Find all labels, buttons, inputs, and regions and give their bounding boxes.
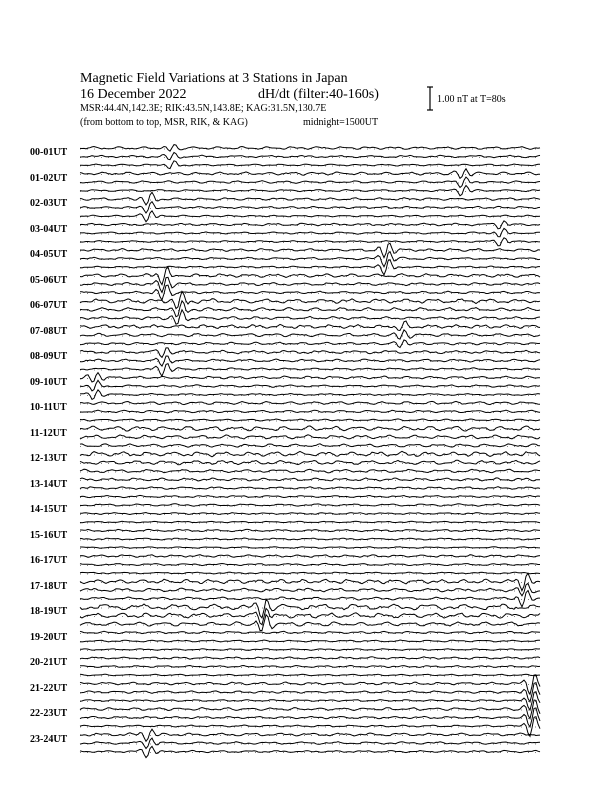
station-trace: [80, 649, 540, 651]
hour-label: 10-11UT: [30, 402, 67, 413]
hour-label: 11-12UT: [30, 427, 67, 439]
station-trace: [80, 243, 540, 257]
station-trace: [80, 615, 540, 631]
station-trace: [80, 469, 540, 473]
station-trace: [80, 563, 540, 565]
hour-label: 18-19UT: [30, 606, 68, 617]
station-trace: [80, 348, 540, 358]
hour-label: 07-08UT: [30, 325, 68, 337]
station-trace: [80, 202, 540, 213]
station-trace: [80, 410, 540, 413]
station-trace: [80, 529, 540, 531]
station-trace: [80, 260, 540, 275]
station-trace: [80, 435, 540, 439]
station-trace: [80, 390, 540, 400]
station-trace: [80, 708, 540, 727]
station-trace: [80, 738, 540, 748]
station-trace: [80, 186, 540, 196]
hour-label: 21-22UT: [30, 682, 68, 694]
station-trace: [80, 152, 540, 159]
station-trace: [80, 301, 540, 317]
station-trace: [80, 573, 540, 590]
station-trace: [80, 640, 540, 642]
station-trace: [80, 211, 540, 222]
station-trace: [80, 310, 540, 324]
scale-bar-icon: [427, 87, 433, 110]
station-trace: [80, 538, 540, 540]
hour-label: 04-05UT: [30, 249, 68, 260]
station-trace: [80, 657, 540, 660]
hour-label: 14-15UT: [30, 504, 68, 515]
hour-label: 12-13UT: [30, 453, 68, 464]
hour-label: 09-10UT: [30, 376, 68, 388]
station-trace: [80, 192, 540, 205]
hour-label: 01-02UT: [30, 172, 68, 184]
hour-label: 08-09UT: [30, 351, 68, 362]
station-trace: [80, 221, 540, 229]
station-trace: [80, 380, 540, 391]
station-trace: [80, 666, 540, 668]
hour-label: 03-04UT: [30, 223, 68, 235]
station-trace: [80, 451, 540, 457]
hour-label: 22-23UT: [30, 708, 68, 719]
station-trace: [80, 169, 540, 179]
station-trace: [80, 444, 540, 447]
station-trace: [80, 674, 540, 676]
station-trace: [80, 521, 540, 523]
hour-label: 00-01UT: [30, 147, 68, 158]
station-trace: [80, 419, 540, 421]
station-trace: [80, 460, 540, 465]
filter-label: dH/dt (filter:40-160s): [258, 87, 379, 102]
hour-label: 23-24UT: [30, 733, 68, 745]
station-trace: [80, 692, 540, 710]
station-list: MSR:44.4N,142.3E; RIK:43.5N,143.8E; KAG:31.5N,130.7E: [80, 103, 327, 114]
station-trace: [80, 487, 540, 490]
station-trace: [80, 277, 540, 292]
station-trace: [80, 746, 540, 757]
hour-label: 17-18UT: [30, 580, 68, 592]
station-trace: [80, 291, 540, 308]
station-trace: [80, 608, 540, 624]
hour-label: 20-21UT: [30, 657, 68, 668]
station-trace: [80, 401, 540, 404]
station-trace: [80, 373, 540, 382]
station-trace: [80, 252, 540, 267]
hour-label: 06-07UT: [30, 300, 68, 311]
station-trace: [80, 583, 540, 595]
station-trace: [80, 321, 540, 331]
station-trace: [80, 717, 540, 737]
station-trace: [80, 356, 540, 366]
station-trace: [80, 513, 540, 515]
station-trace: [80, 340, 540, 348]
hour-label: 13-14UT: [30, 478, 68, 490]
station-trace: [80, 364, 540, 377]
scale-bar-label: 1.00 nT at T=80s: [437, 94, 506, 105]
hour-label: 02-03UT: [30, 198, 68, 209]
hour-label: 16-17UT: [30, 555, 68, 566]
station-trace: [80, 177, 540, 188]
station-trace: [80, 555, 540, 558]
station-order-note: (from bottom to top, MSR, RIK, & KAG): [80, 117, 248, 128]
station-trace: [80, 267, 540, 285]
trace-group: [80, 145, 540, 758]
station-trace: [80, 591, 540, 607]
station-trace: [80, 683, 540, 702]
station-trace: [80, 330, 540, 339]
station-trace: [80, 504, 540, 506]
midnight-note: midnight=1500UT: [303, 117, 379, 128]
station-trace: [80, 700, 540, 719]
station-trace: [80, 478, 540, 481]
chart-title: Magnetic Field Variations at 3 Stations in Japan: [80, 71, 348, 86]
station-trace: [80, 285, 540, 300]
station-trace: [80, 426, 540, 431]
station-trace: [80, 495, 540, 497]
time-grid: [80, 149, 540, 753]
station-trace: [80, 228, 540, 236]
station-trace: [80, 161, 540, 169]
station-trace: [80, 631, 540, 633]
station-trace: [80, 238, 540, 246]
station-trace: [80, 572, 540, 574]
station-trace: [80, 145, 540, 152]
hour-label: 19-20UT: [30, 631, 68, 643]
station-trace: [80, 729, 540, 741]
station-trace: [80, 547, 540, 549]
hour-label: 05-06UT: [30, 274, 68, 286]
chart-date: 16 December 2022: [80, 87, 187, 102]
hour-label: 15-16UT: [30, 529, 68, 541]
